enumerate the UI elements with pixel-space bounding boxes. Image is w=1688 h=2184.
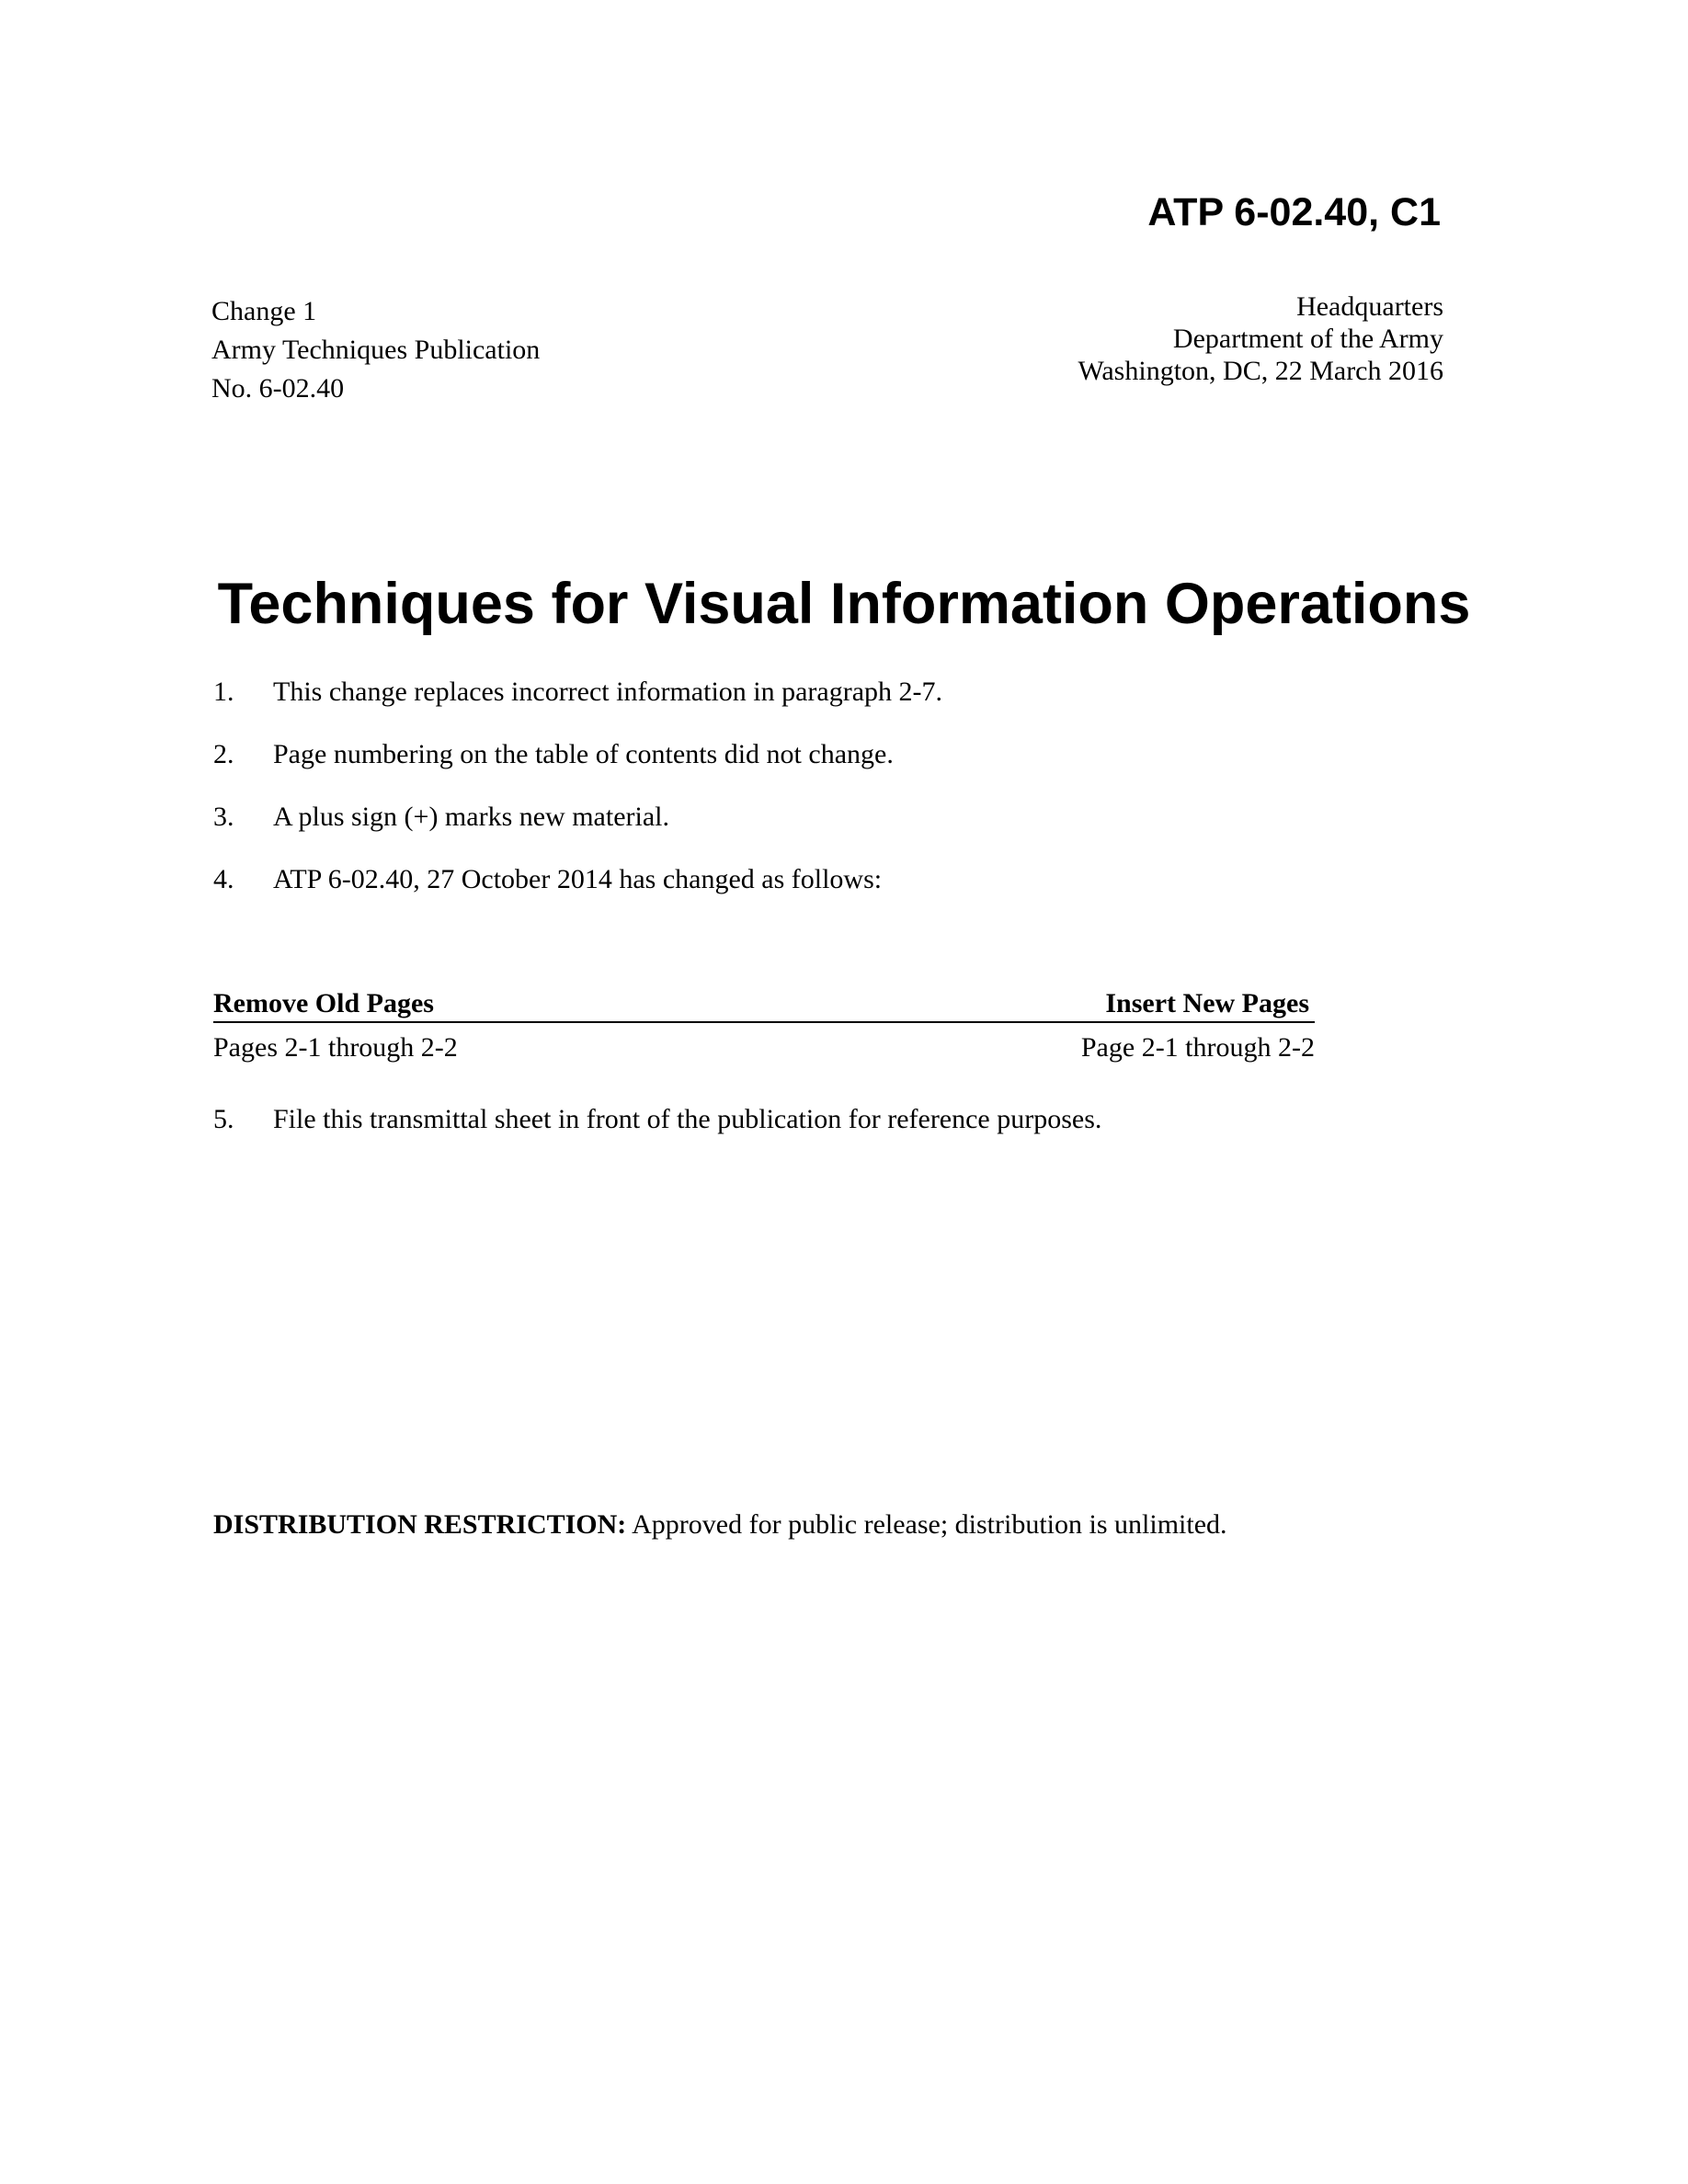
numbered-paragraph <box>213 1106 1101 1133</box>
change-number: Change 1 <box>211 296 317 326</box>
distribution-text: Approved for public release; distribution is unlimited. <box>626 1509 1227 1540</box>
publication-info <box>211 292 540 408</box>
issuing-office <box>1078 290 1443 387</box>
numbered-paragraph <box>213 741 894 768</box>
insert-pages-cell: Page 2-1 through 2-2 <box>1080 1032 1315 1063</box>
paragraph-number: 4. <box>213 864 234 894</box>
document-title: Techniques for Visual Information Operations <box>217 572 1471 636</box>
numbered-paragraph <box>213 678 942 706</box>
table-header <box>213 986 1315 1023</box>
paragraph-text: ATP 6-02.40, 27 October 2014 has changed as follows: <box>273 864 883 894</box>
insert-new-pages-header: Insert New Pages <box>1105 988 1309 1018</box>
paragraph-number: 3. <box>213 802 234 832</box>
distribution-label: DISTRIBUTION RESTRICTION: <box>213 1509 627 1540</box>
paragraph-number: 2. <box>213 739 234 769</box>
paragraph-number: 5. <box>213 1104 234 1134</box>
location-date-line: Washington, DC, 22 March 2016 <box>1078 356 1443 386</box>
publication-number: No. 6-02.40 <box>211 373 345 404</box>
paragraph-text: Page numbering on the table of contents did not change. <box>273 739 894 769</box>
publication-type: Army Techniques Publication <box>211 335 541 365</box>
paragraph-number: 1. <box>213 677 234 707</box>
paragraph-text: File this transmittal sheet in front of the publication for reference purposes. <box>273 1104 1102 1134</box>
distribution-restriction <box>213 1511 1227 1539</box>
department-line: Department of the Army <box>1172 324 1443 354</box>
numbered-paragraph <box>213 803 669 831</box>
remove-pages-cell: Pages 2-1 through 2-2 <box>213 1032 458 1063</box>
headquarters-line: Headquarters <box>1296 291 1443 322</box>
paragraph-text: A plus sign (+) marks new material. <box>273 802 670 832</box>
remove-old-pages-header: Remove Old Pages <box>213 988 434 1018</box>
numbered-paragraph <box>213 866 882 893</box>
paragraph-text: This change replaces incorrect information in paragraph 2-7. <box>273 677 943 707</box>
document-id: ATP 6-02.40, C1 <box>1147 190 1441 234</box>
page-changes-table <box>213 986 1315 1064</box>
table-row <box>213 1027 1315 1064</box>
